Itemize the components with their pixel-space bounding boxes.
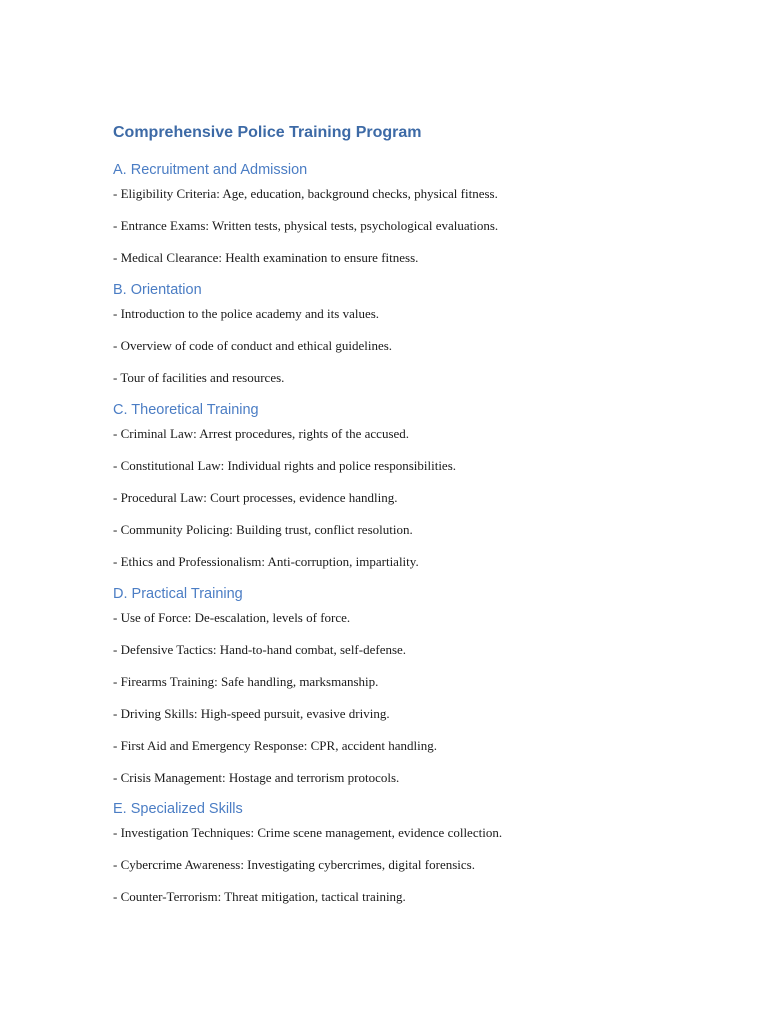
list-item: - Investigation Techniques: Crime scene management, evidence collection. — [113, 825, 503, 840]
list-item: - Counter-Terrorism: Threat mitigation, tactical training. — [113, 889, 406, 904]
list-item: - Entrance Exams: Written tests, physical tests, psychological evaluations. — [113, 218, 499, 233]
list-item: - Overview of code of conduct and ethical guidelines. — [113, 338, 393, 353]
list-item: - Procedural Law: Court processes, evidence handling. — [113, 490, 398, 505]
list-item: - Use of Force: De-escalation, levels of force. — [113, 610, 351, 625]
list-item: - First Aid and Emergency Response: CPR, accident handling. — [113, 738, 437, 753]
list-item: - Defensive Tactics: Hand-to-hand combat, self-defense. — [113, 642, 407, 657]
list-item: - Cybercrime Awareness: Investigating cybercrimes, digital forensics. — [113, 857, 475, 872]
section-heading-specialized: E. Specialized Skills — [113, 801, 243, 817]
list-item: - Eligibility Criteria: Age, education, background checks, physical fitness. — [113, 186, 498, 201]
section-heading-practical: D. Practical Training — [113, 586, 243, 602]
document-title: Comprehensive Police Training Program — [113, 124, 422, 141]
list-item: - Ethics and Professionalism: Anti-corruption, impartiality. — [113, 554, 419, 569]
list-item: - Community Policing: Building trust, conflict resolution. — [113, 522, 413, 537]
list-item: - Constitutional Law: Individual rights and police responsibilities. — [113, 458, 457, 473]
list-item: - Crisis Management: Hostage and terrorism protocols. — [113, 770, 400, 785]
list-item: - Criminal Law: Arrest procedures, rights of the accused. — [113, 426, 410, 441]
list-item: - Introduction to the police academy and its values. — [113, 306, 380, 321]
list-item: - Driving Skills: High-speed pursuit, evasive driving. — [113, 706, 390, 721]
section-heading-orientation: B. Orientation — [113, 282, 202, 298]
section-heading-theoretical: C. Theoretical Training — [113, 402, 259, 418]
list-item: - Medical Clearance: Health examination to ensure fitness. — [113, 250, 419, 265]
section-heading-recruitment: A. Recruitment and Admission — [113, 162, 308, 178]
list-item: - Tour of facilities and resources. — [113, 370, 285, 385]
list-item: - Firearms Training: Safe handling, marksmanship. — [113, 674, 379, 689]
